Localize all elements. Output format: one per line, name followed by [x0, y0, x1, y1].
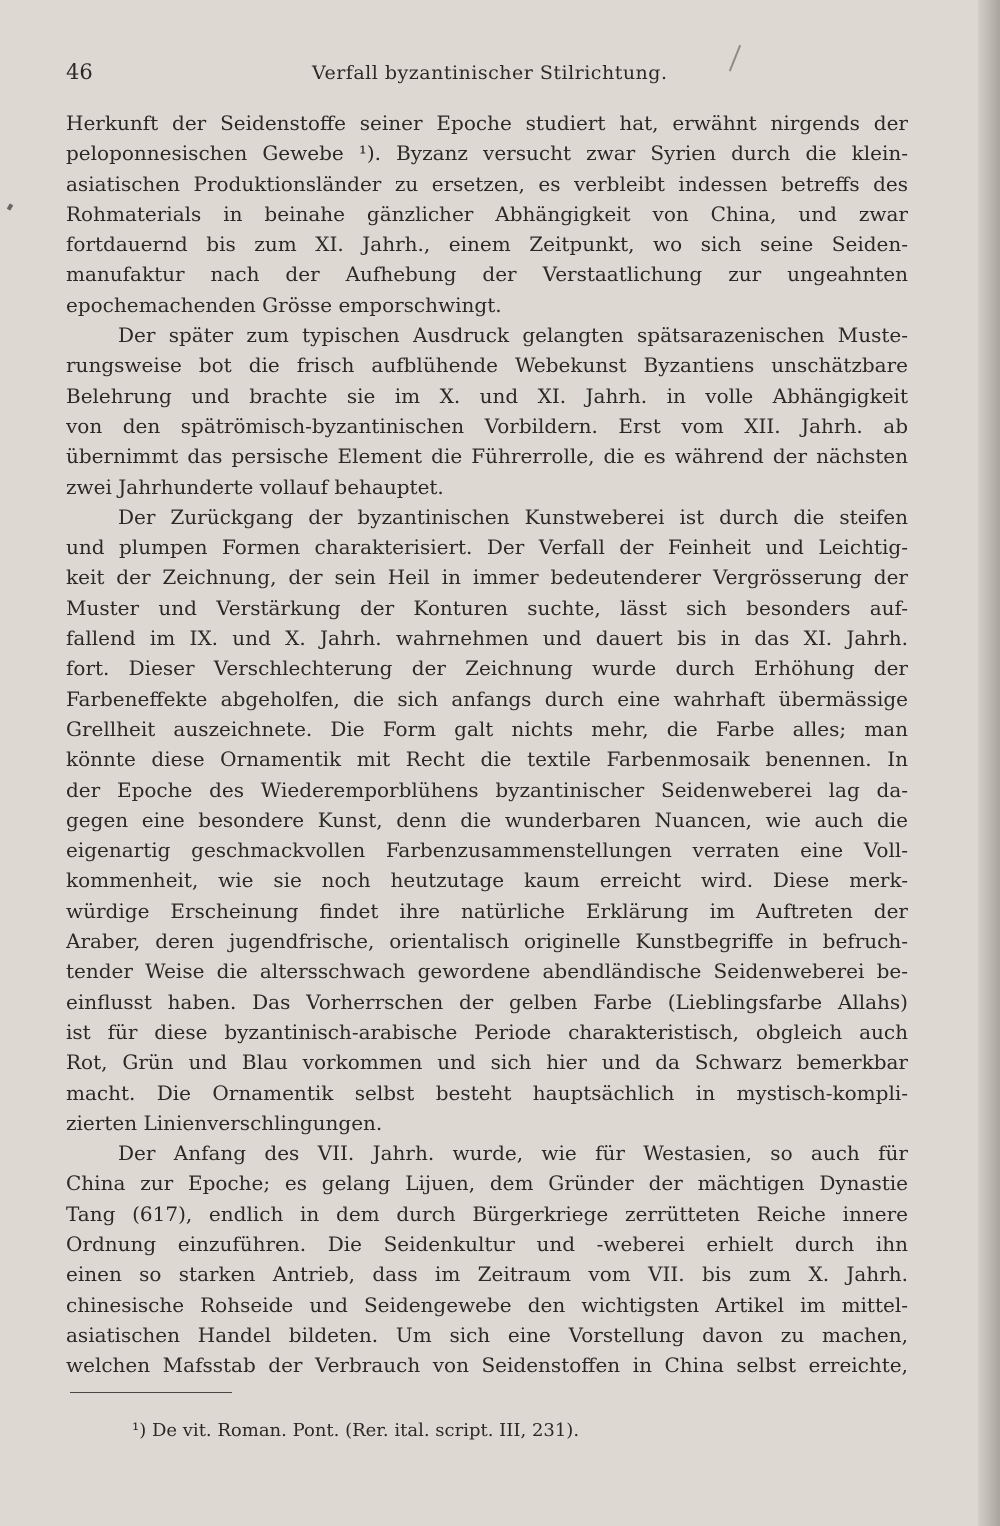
- text-line: Belehrung und brachte sie im X. und XI. Jahrh. in volle Abhängigkeit: [66, 383, 908, 408]
- text-line: tender Weise die altersschwach gewordene abendländische Seidenweberei be-: [66, 959, 908, 984]
- text-line: Herkunft der Seidenstoffe seiner Epoche studiert hat, erwähnt nirgends der: [66, 111, 908, 135]
- text-line: Der später zum typischen Ausdruck gelangten spätsarazenischen Muste-: [118, 323, 908, 348]
- text-line: keit der Zeichnung, der sein Heil in immer bedeutenderer Vergrösserung der: [66, 565, 908, 590]
- text-line: fallend im IX. und X. Jahrh. wahrnehmen und dauert bis in das XI. Jahrh.: [66, 626, 908, 651]
- text-line: zierten Linienverschlingungen.: [66, 1110, 383, 1135]
- text-line: rungsweise bot die frisch aufblühende Webekunst Byzantiens unschätzbare: [66, 353, 908, 378]
- text-line: eigenartig geschmackvollen Farbenzusammenstellungen verraten eine Voll-: [66, 838, 908, 863]
- footnote: ¹) De vit. Roman. Pont. (Rer. ital. script. III, 231).: [132, 1420, 580, 1441]
- text-line: Araber, deren jugendfrische, orientalisch originelle Kunstbegriffe in befruch-: [66, 929, 908, 954]
- text-line: Tang (617), endlich in dem durch Bürgerkriege zerrütteten Reiche innere: [66, 1201, 908, 1226]
- text-line: Der Anfang des VII. Jahrh. wurde, wie für Westasien, so auch für: [118, 1141, 908, 1166]
- text-line: einflusst haben. Das Vorherrschen der gelben Farbe (Lieblingsfarbe Allahs): [66, 989, 908, 1014]
- text-line: Ordnung einzuführen. Die Seidenkultur und -weberei erhielt durch ihn: [66, 1231, 908, 1256]
- text-line: chinesische Rohseide und Seidengewebe den wichtigsten Artikel im mittel-: [66, 1292, 908, 1317]
- text-line: Der Zurückgang der byzantinischen Kunstweberei ist durch die steifen: [118, 504, 908, 529]
- text-line: ist für diese byzantinisch-arabische Periode charakteristisch, obgleich auch: [66, 1019, 908, 1044]
- text-line: Muster und Verstärkung der Konturen suchte, lässt sich besonders auf-: [66, 595, 908, 620]
- text-line: Grellheit auszeichnete. Die Form galt nichts mehr, die Farbe alles; man: [66, 716, 908, 741]
- text-line: zwei Jahrhunderte vollauf behauptet.: [66, 474, 444, 499]
- text-line: fort. Dieser Verschlechterung der Zeichnung wurde durch Erhöhung der: [66, 656, 908, 681]
- body-text: [66, 108, 908, 1380]
- text-line: epochemachenden Grösse emporschwingt.: [66, 292, 502, 317]
- text-line: Farbeneffekte abgeholfen, die sich anfangs durch eine wahrhaft übermässige: [66, 686, 908, 711]
- text-line: asiatischen Produktionsländer zu ersetzen, es verbleibt indessen betreffs des: [66, 171, 908, 196]
- text-line: einen so starken Antrieb, dass im Zeitraum vom VII. bis zum X. Jahrh.: [66, 1262, 908, 1287]
- text-line: China zur Epoche; es gelang Lijuen, dem Gründer der mächtigen Dynastie: [66, 1171, 908, 1196]
- text-line: welchen Mafsstab der Verbrauch von Seidenstoffen in China selbst erreichte,: [66, 1353, 908, 1378]
- text-line: kommenheit, wie sie noch heutzutage kaum erreicht wird. Diese merk-: [66, 868, 908, 893]
- text-line: gegen eine besondere Kunst, denn die wunderbaren Nuancen, wie auch die: [66, 807, 908, 832]
- text-line: asiatischen Handel bildeten. Um sich eine Vorstellung davon zu machen,: [66, 1322, 908, 1347]
- page-edge-shadow: [978, 0, 1000, 1526]
- footnote-divider: [70, 1392, 232, 1393]
- text-line: würdige Erscheinung findet ihre natürliche Erklärung im Auftreten der: [66, 898, 908, 923]
- running-head: Verfall byzantinischer Stilrichtung.: [312, 62, 668, 84]
- text-line: fortdauernd bis zum XI. Jahrh., einem Zeitpunkt, wo sich seine Seiden-: [66, 232, 908, 257]
- text-line: übernimmt das persische Element die Führerrolle, die es während der nächsten: [66, 444, 908, 469]
- page-number: 46: [66, 60, 93, 84]
- text-line: Rohmaterials in beinahe gänzlicher Abhängigkeit von China, und zwar: [66, 201, 908, 226]
- page-header: [66, 58, 910, 92]
- margin-mark: [7, 203, 13, 210]
- text-line: der Epoche des Wiederemporblühens byzantinischer Seidenweberei lag da-: [66, 777, 908, 802]
- text-line: manufaktur nach der Aufhebung der Verstaatlichung zur ungeahnten: [66, 262, 908, 287]
- text-line: macht. Die Ornamentik selbst besteht hauptsächlich in mystisch-kompli-: [66, 1080, 908, 1105]
- text-line: Rot, Grün und Blau vorkommen und sich hier und da Schwarz bemerkbar: [66, 1050, 908, 1075]
- text-line: von den spätrömisch-byzantinischen Vorbildern. Erst vom XII. Jahrh. ab: [66, 413, 908, 438]
- text-line: und plumpen Formen charakterisiert. Der Verfall der Feinheit und Leichtig-: [66, 535, 908, 560]
- text-line: könnte diese Ornamentik mit Recht die textile Farbenmosaik benennen. In: [66, 747, 908, 772]
- text-line: peloponnesischen Gewebe ¹). Byzanz versucht zwar Syrien durch die klein-: [66, 141, 908, 166]
